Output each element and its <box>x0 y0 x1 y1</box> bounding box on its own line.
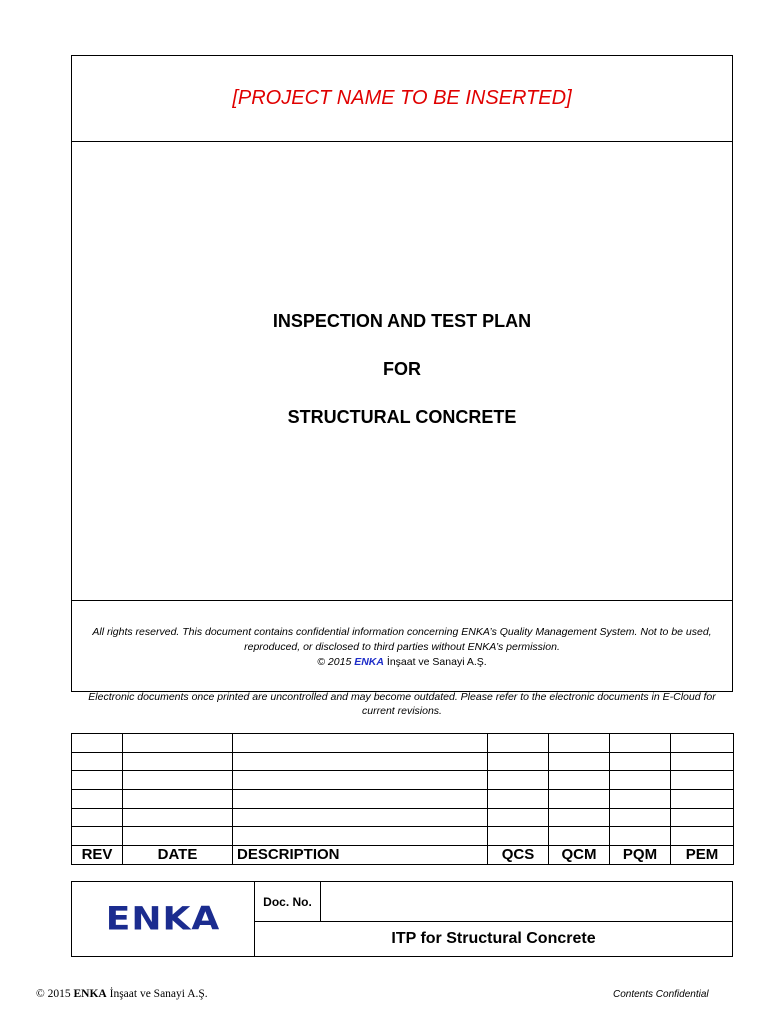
revision-row <box>72 790 734 809</box>
header-date: DATE <box>123 846 233 865</box>
footer-copyright: © 2015 ENKA İnşaat ve Sanayi A.Ş. <box>36 988 208 1000</box>
revision-row <box>72 771 734 790</box>
header-rev: REV <box>72 846 123 865</box>
footer-confidential-label: Contents Confidential <box>613 989 709 1000</box>
footer-company-name: ENKA <box>73 988 107 1000</box>
confidentiality-copyright: © 2015 ENKA İnşaat ve Sanayi A.Ş. <box>317 656 487 668</box>
doc-number-label: Doc. No. <box>255 882 321 922</box>
header-qcm: QCM <box>549 846 610 865</box>
confidentiality-notice <box>72 600 732 692</box>
header-pqm: PQM <box>610 846 671 865</box>
header-description: DESCRIPTION <box>233 846 488 865</box>
project-name-row <box>72 56 732 142</box>
doc-number-value <box>321 882 732 922</box>
document-title-line-1: INSPECTION AND TEST PLAN <box>272 311 532 331</box>
cover-frame <box>71 55 733 692</box>
company-name-inline: ENKA <box>354 656 384 668</box>
confidentiality-text: All rights reserved. This document contains confidential information concerning ENKA’s Quality Management System. Not to be used, reproduced, or disclosed to third parties without ENKA’s permission. <box>92 626 712 653</box>
revision-header-row <box>72 846 734 865</box>
revision-table <box>71 733 734 865</box>
document-id-box <box>71 881 733 957</box>
revision-row <box>72 734 734 753</box>
revision-row <box>72 752 734 771</box>
header-qcs: QCS <box>488 846 549 865</box>
document-title-line-2: FOR <box>383 359 421 379</box>
revision-row <box>72 827 734 846</box>
revision-row <box>72 808 734 827</box>
document-title-line-3: STRUCTURAL CONCRETE <box>287 407 517 427</box>
logo-cell <box>72 882 255 956</box>
header-pem: PEM <box>671 846 734 865</box>
electronic-documents-note: Electronic documents once printed are uncontrolled and may become outdated. Please refer to the electronic documents in E-Cloud for current revisions. <box>88 691 716 717</box>
document-short-title: ITP for Structural Concrete <box>391 930 596 947</box>
project-name-placeholder: [PROJECT NAME TO BE INSERTED] <box>232 87 572 109</box>
enka-logo: ENKA <box>105 900 221 938</box>
